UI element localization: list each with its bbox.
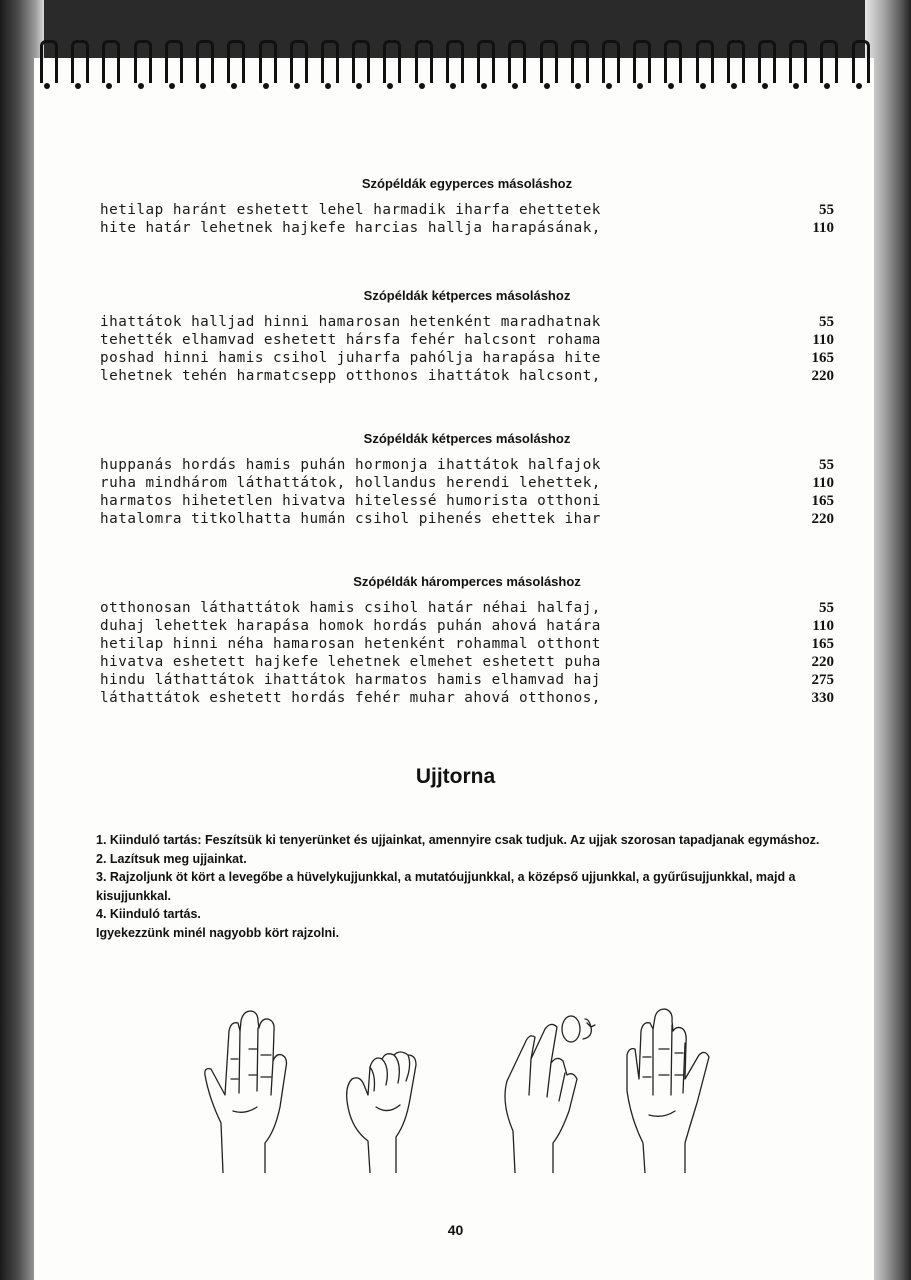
section-heading: Szópéldák egyperces másoláshoz xyxy=(361,176,573,191)
text-line xyxy=(100,653,834,671)
relaxed-hand-icon xyxy=(347,1052,416,1173)
text-line xyxy=(100,349,834,367)
char-count: 220 xyxy=(811,510,834,527)
text-line xyxy=(100,367,834,385)
line-text: lehetnek tehén harmatcsepp otthonos ihattátok halcsont, xyxy=(100,368,601,384)
char-count: 55 xyxy=(819,456,834,473)
line-text: poshad hinni hamis csihol juharfa pahólja harapása hite xyxy=(100,350,601,366)
char-count: 165 xyxy=(811,349,834,366)
line-text: ihattátok halljad hinni hamarosan hetenként maradhatnak xyxy=(100,314,601,330)
finger-circle-hand-icon xyxy=(505,1016,595,1173)
text-line xyxy=(100,599,834,617)
spiral-coil xyxy=(602,40,620,83)
spiral-coil xyxy=(477,40,495,83)
spiral-coil xyxy=(820,40,838,83)
char-count: 220 xyxy=(811,653,834,670)
char-count: 220 xyxy=(811,367,834,384)
char-count: 110 xyxy=(812,474,834,491)
spiral-coil xyxy=(134,40,152,83)
char-count: 165 xyxy=(811,492,834,509)
spiral-coil xyxy=(664,40,682,83)
section-heading: Szópéldák kétperces másoláshoz xyxy=(363,431,571,446)
spiral-binding xyxy=(40,40,870,86)
line-text: hetilap haránt eshetett lehel harmadik iharfa ehettetek xyxy=(100,202,601,218)
char-count: 110 xyxy=(812,331,834,348)
line-text: ruha mindhárom láthattátok, hollandus herendi lehettek, xyxy=(100,475,601,491)
section-1 xyxy=(100,176,834,237)
char-count: 55 xyxy=(819,599,834,616)
char-count: 55 xyxy=(819,201,834,218)
spiral-coil xyxy=(227,40,245,83)
spiral-coil xyxy=(571,40,589,83)
char-count: 330 xyxy=(811,689,834,706)
section-2 xyxy=(100,288,834,385)
section-4 xyxy=(100,574,834,707)
instruction-step: 3. Rajzoljunk öt kört a levegőbe a hüvelykujjunkkal, a mutatóujjunkkal, a középső ujjunkkal, a gyűrűsujjunkkal, majd a kisujjunkkal. xyxy=(96,870,796,903)
page-number: 40 xyxy=(447,1222,464,1238)
spiral-coil xyxy=(165,40,183,83)
spiral-coil xyxy=(727,40,745,83)
spiral-coil xyxy=(40,40,58,83)
instruction-step: Igyekezzünk minél nagyobb kört rajzolni. xyxy=(96,925,340,940)
char-count: 275 xyxy=(811,671,834,688)
spiral-coil xyxy=(415,40,433,83)
line-text: duhaj lehettek harapása homok hordás puhán ahová határa xyxy=(100,618,601,634)
text-line xyxy=(100,635,834,653)
spiral-coil xyxy=(71,40,89,83)
char-count: 110 xyxy=(812,219,834,236)
text-line xyxy=(100,671,834,689)
spiral-coil xyxy=(352,40,370,83)
spiral-coil xyxy=(852,40,870,83)
exercise-title: Ujjtorna xyxy=(415,765,496,788)
char-count: 55 xyxy=(819,313,834,330)
hand-illustrations xyxy=(195,1003,715,1173)
line-text: otthonosan láthattátok hamis csihol határ néhai halfaj, xyxy=(100,600,601,616)
spiral-coil xyxy=(259,40,277,83)
spiral-coil xyxy=(196,40,214,83)
text-line xyxy=(100,456,834,474)
instruction-step: 4. Kiinduló tartás. xyxy=(96,907,201,921)
spiral-coil xyxy=(633,40,651,83)
instruction-step: 1. Kiinduló tartás: Feszítsük ki tenyerünket és ujjainkat, amennyire csak tudjuk. Az ujjak szorosan tapadjanak egymáshoz. xyxy=(96,833,820,847)
spiral-coil xyxy=(508,40,526,83)
line-text: hite határ lehetnek hajkefe harcias hallja harapásának, xyxy=(100,220,601,236)
spiral-coil xyxy=(290,40,308,83)
spiral-coil xyxy=(102,40,120,83)
line-text: hindu láthattátok ihattátok harmatos hamis elhamvad haj xyxy=(100,672,601,688)
text-line xyxy=(100,331,834,349)
line-text: tehették elhamvad eshetett hársfa fehér halcsont rohama xyxy=(100,332,601,348)
spiral-coil xyxy=(696,40,714,83)
text-line xyxy=(100,689,834,707)
char-count: 165 xyxy=(811,635,834,652)
line-text: harmatos hihetetlen hivatva hitelessé humorista otthoni xyxy=(100,493,601,509)
open-hand-icon xyxy=(627,1009,709,1173)
spiral-coil xyxy=(789,40,807,83)
spiral-coil xyxy=(321,40,339,83)
text-line xyxy=(100,617,834,635)
text-line xyxy=(100,201,834,219)
line-text: hetilap hinni néha hamarosan hetenként rohammal otthont xyxy=(100,636,601,652)
instruction-step: 2. Lazítsuk meg ujjainkat. xyxy=(96,851,247,866)
text-line xyxy=(100,219,834,237)
text-line xyxy=(100,474,834,492)
text-line xyxy=(100,510,834,528)
text-line xyxy=(100,492,834,510)
spiral-coil xyxy=(540,40,558,83)
spiral-coil xyxy=(758,40,776,83)
exercise-instructions xyxy=(96,831,836,942)
line-text: huppanás hordás hamis puhán hormonja ihattátok halfajok xyxy=(100,457,601,473)
spiral-coil xyxy=(446,40,464,83)
open-hand-icon xyxy=(205,1011,287,1173)
section-3 xyxy=(100,431,834,528)
line-text: láthattátok eshetett hordás fehér muhar ahová otthonos, xyxy=(100,690,601,706)
line-text: hivatva eshetett hajkefe lehetnek elmehet eshetett puha xyxy=(100,654,601,670)
char-count: 110 xyxy=(812,617,834,634)
section-heading: Szópéldák kétperces másoláshoz xyxy=(363,288,571,303)
text-line xyxy=(100,313,834,331)
line-text: hatalomra titkolhatta humán csihol pihenés ehettek ihar xyxy=(100,511,601,527)
section-heading: Szópéldák háromperces másoláshoz xyxy=(353,574,581,589)
spiral-coil xyxy=(383,40,401,83)
